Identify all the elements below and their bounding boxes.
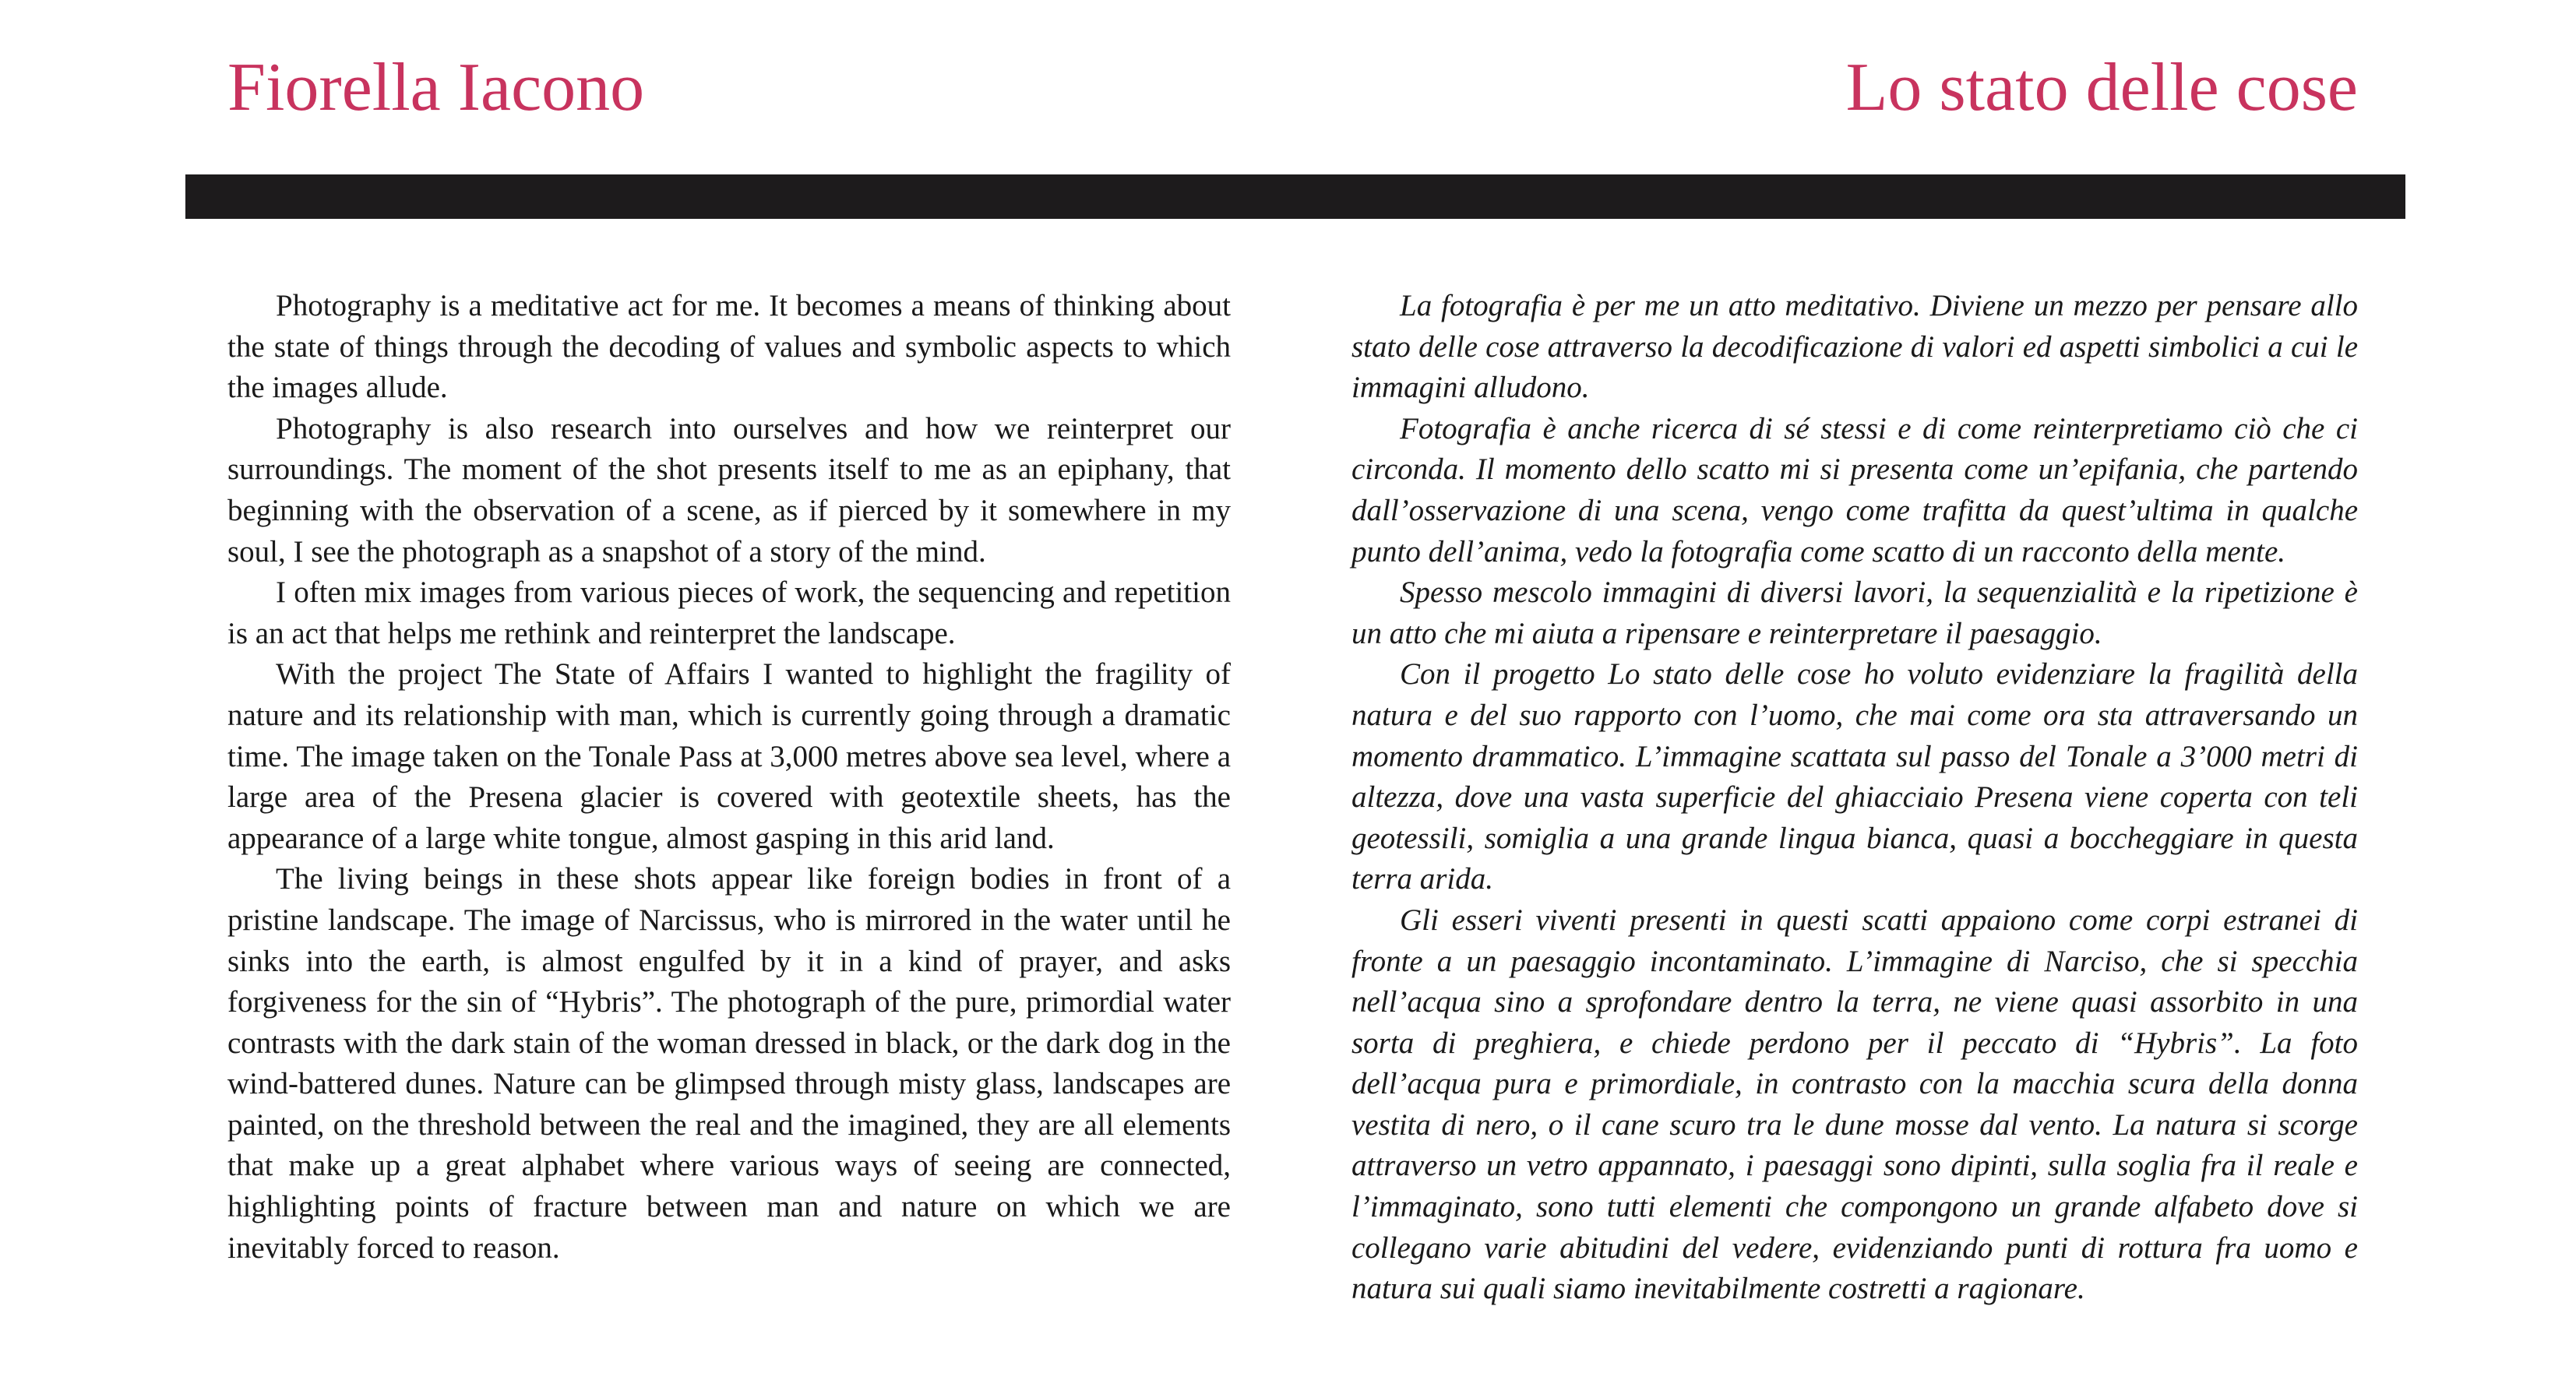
italian-paragraph-1: La fotografia è per me un atto meditativo. Diviene un mezzo per pensare allo stato delle cose attraverso la decodificazione di valori ed aspetti simbolici a cui le immagini alludono.: [1351, 289, 2358, 405]
italian-paragraph-2: Fotografia è anche ricerca di sé stessi e di come reinterpretiamo ciò che ci circonda. Il momento dello scatto mi si presenta come un’epifania, che partendo dall’osservazione di una scena, vengo come trafitta da quest’ultima in qualche punto dell’anima, vedo la fotografia come scatto di un racconto della mente.: [1351, 411, 2358, 569]
english-paragraph-5: The living beings in these shots appear like foreign bodies in front of a pristine landscape. The image of Narcissus, who is mirrored in the water until he sinks into the earth, is almost engulfed by it in a kind of prayer, and asks forgiveness for the sin of “Hybris”. The photograph of the pure, primordial water contrasts with the dark stain of the woman dressed in black, or the dark dog in the wind-battered dunes. Nature can be glimpsed through misty glass, landscapes are painted, on the threshold between the real and the imagined, they are all elements that make up a great alphabet where various ways of seeing are connected, highlighting points of fracture between man and nature on which we are inevitably forced to reason.: [227, 862, 1231, 1265]
header-divider-bar: [185, 174, 2405, 219]
author-name: Fiorella Iacono: [227, 50, 645, 125]
work-title: Lo stato delle cose: [1845, 50, 2358, 125]
english-paragraph-4: With the project The State of Affairs I wanted to highlight the fragility of nature and its relationship with man, which is currently going through a dramatic time. The image taken on the Tonale Pass at 3,000 metres above sea level, where a large area of the Presena glacier is covered with geotextile sheets, has the appearance of a large white tongue, almost gasping in this arid land.: [227, 657, 1231, 855]
english-paragraph-2: Photography is also research into ourselves and how we reinterpret our surroundings. The moment of the shot presents itself to me as an epiphany, that beginning with the observation of a scene, as if pierced by it somewhere in my soul, I see the photograph as a snapshot of a story of the mind.: [227, 411, 1231, 569]
italian-paragraph-4: Con il progetto Lo stato delle cose ho voluto evidenziare la fragilità della natura e del suo rapporto con l’uomo, che mai come ora sta attraversando un momento drammatico. L’immagine scattata sul passo del Tonale a 3’000 metri di altezza, dove una vasta superficie del ghiacciaio Presena viene coperta con teli geotessili, somiglia a una grande lingua bianca, quasi a boccheggiare in questa terra arida.: [1351, 657, 2358, 896]
italian-paragraph-3: Spesso mescolo immagini di diversi lavori, la sequenzialità e la ripetizione è un atto che mi aiuta a ripensare e reinterpretare il paesaggio.: [1351, 576, 2358, 650]
english-paragraph-3: I often mix images from various pieces of work, the sequencing and repetition is an act that helps me rethink and reinterpret the landscape.: [227, 576, 1231, 650]
english-paragraph-1: Photography is a meditative act for me. It becomes a means of thinking about the state of things through the decoding of values and symbolic aspects to which the images allude.: [227, 289, 1231, 405]
italian-text-column: [1351, 286, 2358, 1310]
english-text-column: [227, 286, 1231, 1269]
italian-paragraph-5: Gli esseri viventi presenti in questi scatti appaiono come corpi estranei di fronte a un paesaggio incontaminato. L’immagine di Narciso, che si specchia nell’acqua sino a sprofondare dentro la terra, ne viene quasi assorbito in una sorta di preghiera, e chiede perdono per il peccato di “Hybris”. La foto dell’acqua pura e primordiale, in contrasto con la macchia scura della donna vestita di nero, o il cane scuro tra le dune mosse dal vento. La natura si scorge attraverso un vetro appannato, i paesaggi sono dipinti, sulla soglia fra il reale e l’immaginato, sono tutti elementi che compongono un grande alfabeto dove si collegano varie abitudini del vedere, evidenziando punti di rottura fra uomo e natura sui quali siamo inevitabilmente costretti a ragionare.: [1351, 903, 2358, 1306]
